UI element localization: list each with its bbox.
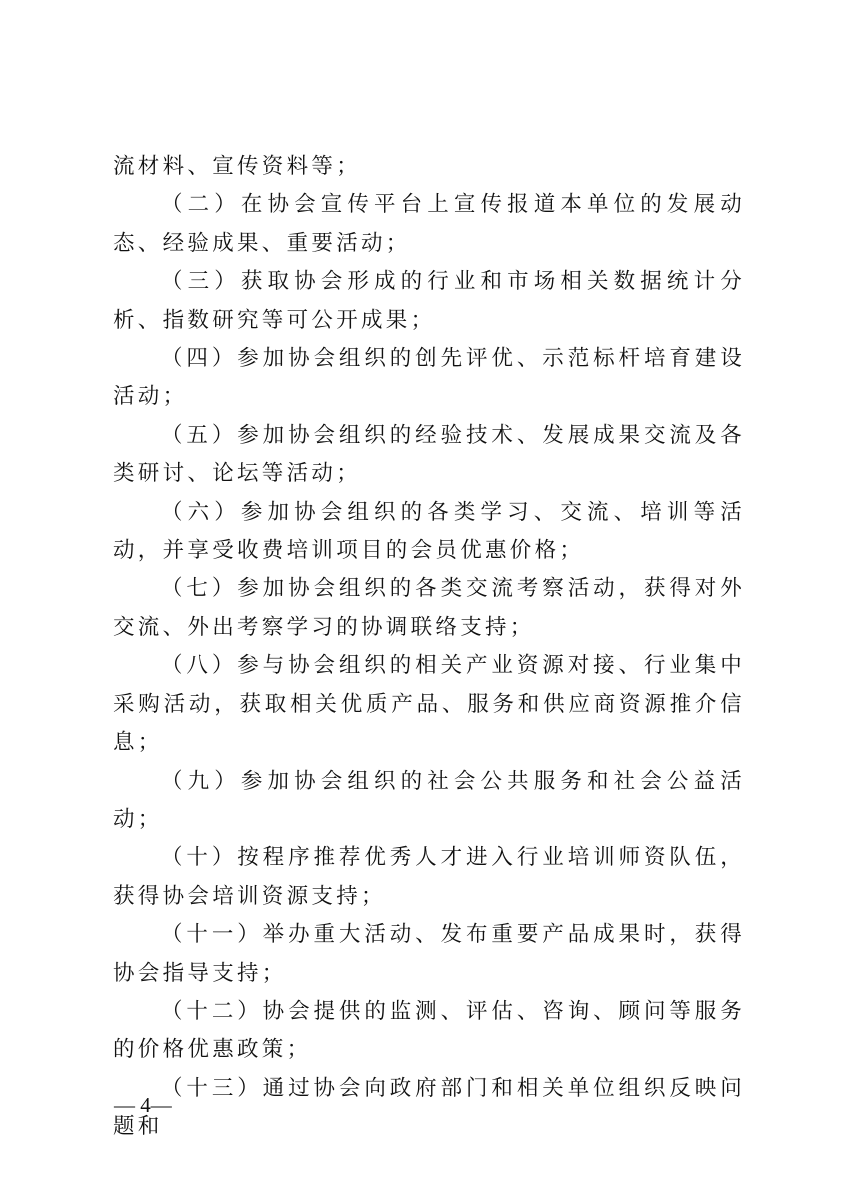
paragraph-item-4: （四）参加协会组织的创先评优、示范标杆培育建设活动； xyxy=(113,346,745,410)
paragraph-item-11: （十一）举办重大活动、发布重要产品成果时，获得协会指导支持； xyxy=(113,922,745,986)
page-number: — 4— xyxy=(114,1093,172,1117)
paragraph-item-10: （十）按程序推荐优秀人才进入行业培训师资队伍，获得协会培训资源支持； xyxy=(113,845,745,909)
paragraph-item-9: （九）参加协会组织的社会公共服务和社会公益活动； xyxy=(113,768,745,832)
paragraph-continuation: 流材料、宣传资料等； xyxy=(113,154,362,179)
paragraph-item-12: （十二）协会提供的监测、评估、咨询、顾问等服务的价格优惠政策； xyxy=(113,998,745,1063)
paragraph-item-13: （十三）通过协会向政府部门和相关单位组织反映问题和 xyxy=(113,1075,745,1140)
body-text xyxy=(113,148,745,1147)
paragraph-item-2: （二）在协会宣传平台上宣传报道本单位的发展动态、经验成果、重要活动； xyxy=(113,192,745,256)
paragraph-item-5: （五）参加协会组织的经验技术、发展成果交流及各类研讨、论坛等活动； xyxy=(113,422,745,487)
paragraph-item-8: （八）参与协会组织的相关产业资源对接、行业集中采购活动，获取相关优质产品、服务和供应商资源推介信息； xyxy=(113,653,745,756)
paragraph-item-7: （七）参加协会组织的各类交流考察活动，获得对外交流、外出考察学习的协调联络支持； xyxy=(113,576,745,640)
paragraph-item-6: （六）参加协会组织的各类学习、交流、培训等活动，并享受收费培训项目的会员优惠价格； xyxy=(113,499,745,564)
paragraph-item-3: （三）获取协会形成的行业和市场相关数据统计分析、指数研究等可公开成果； xyxy=(113,269,745,333)
